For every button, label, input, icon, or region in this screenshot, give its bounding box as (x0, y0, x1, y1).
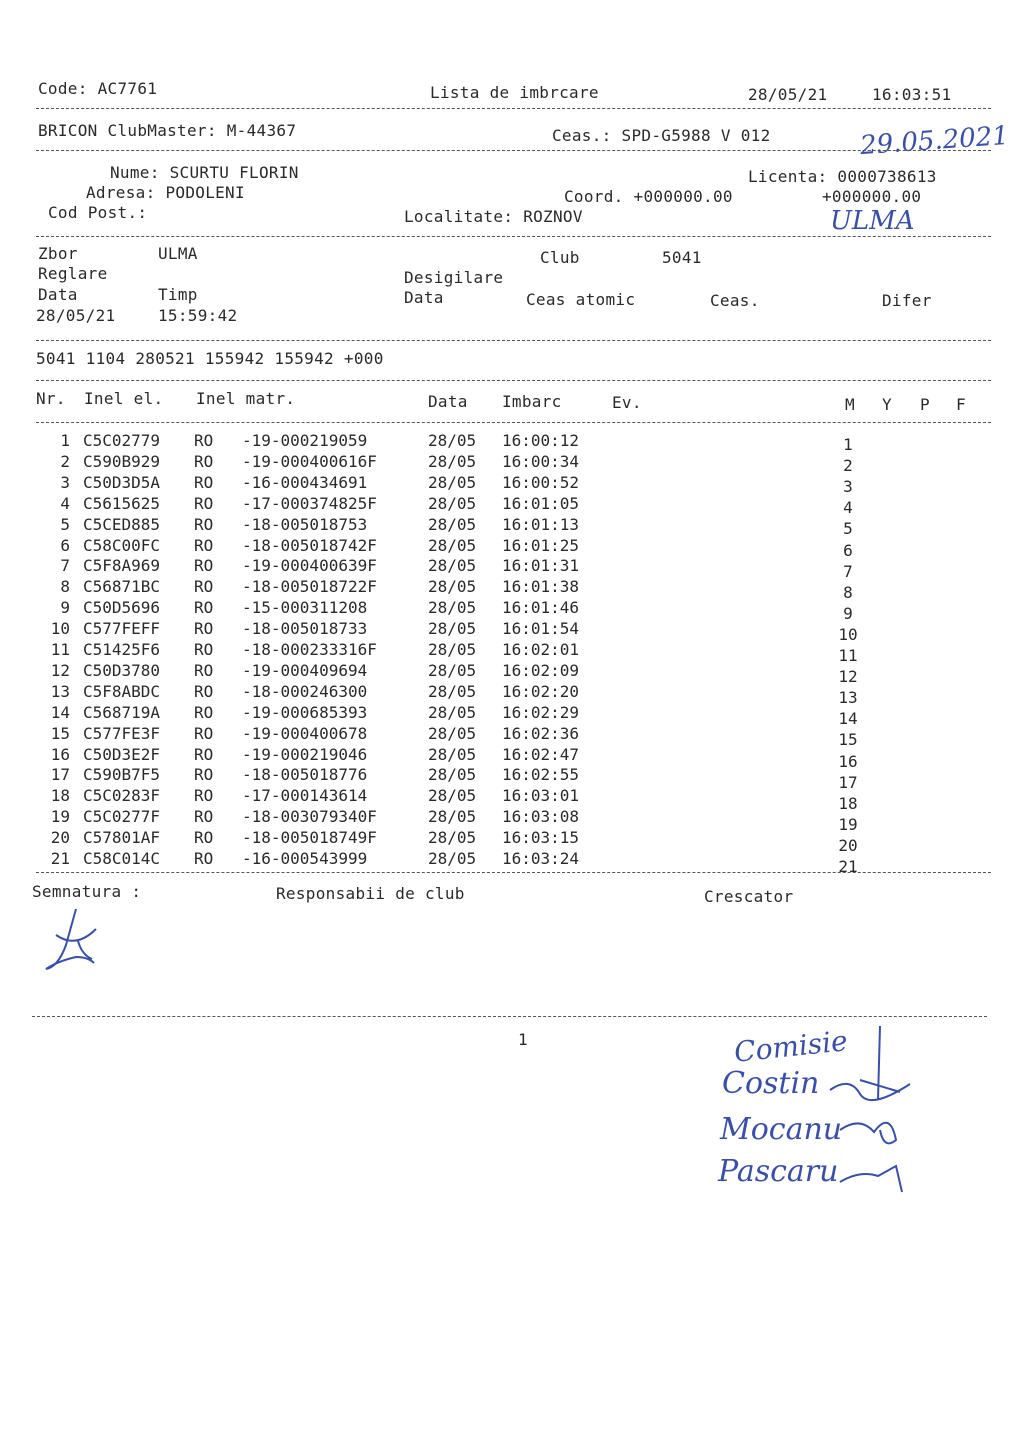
ring-registration: -15-000311208 (242, 598, 368, 618)
clock-time: 16:01:54 (502, 619, 580, 639)
table-row (0, 640, 1024, 665)
position-m: 15 (838, 730, 858, 750)
clock-time: 16:00:52 (502, 472, 580, 492)
ring-country: RO (194, 535, 214, 555)
ring-electronic: C50D5696 (83, 598, 161, 618)
difference-label: Difer (882, 291, 932, 310)
ring-country: RO (194, 514, 214, 534)
ring-registration: -18-005018776 (242, 765, 368, 785)
ring-registration: -18-005018722F (242, 577, 377, 597)
clock-time: 16:02:36 (502, 723, 580, 743)
ring-registration: -18-005018742F (242, 535, 377, 555)
table-row (0, 577, 1024, 602)
row-number: 21 (50, 849, 70, 868)
handwritten-date: 29.05.2021 (859, 120, 1010, 162)
clock-date: 28/05 (428, 472, 477, 492)
position-m: 4 (843, 498, 853, 518)
table-row (0, 514, 1024, 539)
date-label: Data (38, 285, 78, 304)
row-number: 19 (50, 807, 70, 827)
position-m: 10 (838, 624, 858, 644)
col-header-ring-el: Inel el. (84, 389, 164, 408)
row-number: 20 (50, 828, 70, 848)
col-header-p: P (920, 395, 930, 414)
clock-time: 16:02:29 (502, 702, 580, 722)
ring-country: RO (194, 849, 214, 868)
ring-registration: -18-000246300 (242, 681, 368, 701)
clock-time: 16:02:01 (502, 640, 580, 659)
ring-electronic: C50D3E2F (83, 744, 161, 764)
col-header-m: M (845, 395, 855, 414)
clock-date: 28/05 (428, 514, 477, 534)
ring-electronic: C5C0283F (83, 786, 161, 806)
clock-time: 16:02:20 (502, 681, 580, 701)
ring-electronic: C58C00FC (83, 535, 161, 555)
commission-signatures (800, 1020, 930, 1200)
ring-registration: -18-000233316F (242, 640, 377, 659)
commission-member-2: Mocanu (720, 1112, 843, 1147)
col-header-ev: Ev. (612, 393, 642, 412)
position-m: 2 (843, 456, 853, 476)
table-row (0, 786, 1024, 813)
clock-date: 28/05 (428, 702, 477, 722)
clock-date: 28/05 (428, 598, 477, 618)
row-number: 1 (60, 431, 70, 450)
table-row (0, 556, 1024, 581)
row-number: 17 (50, 765, 70, 785)
table-row (0, 744, 1024, 771)
code-line: 5041 1104 280521 155942 155942 +000 (36, 349, 384, 368)
ring-country: RO (194, 619, 214, 639)
table-row (0, 828, 1024, 855)
ring-country: RO (194, 786, 214, 806)
page-number: 1 (518, 1030, 528, 1049)
ring-country: RO (194, 723, 214, 743)
ring-registration: -19-000219059 (242, 431, 368, 450)
ring-electronic: C51425F6 (83, 640, 161, 659)
setting-date: 28/05/21 (36, 306, 116, 325)
col-header-f: F (956, 395, 966, 414)
time-label: Timp (158, 285, 198, 304)
table-row (0, 765, 1024, 792)
ring-registration: -19-000409694 (242, 660, 368, 680)
clock-date: 28/05 (428, 660, 477, 680)
position-m: 16 (838, 751, 858, 771)
postal-code: Cod Post.: (48, 203, 148, 222)
table-row (0, 431, 1024, 454)
clock-time: 16:01:46 (502, 598, 580, 618)
ring-registration: -19-000685393 (242, 702, 368, 722)
clock-time: 16:03:01 (502, 786, 580, 806)
position-m: 11 (838, 646, 858, 665)
ring-registration: -18-003079340F (242, 807, 377, 827)
divider (32, 1016, 987, 1017)
ring-country: RO (194, 598, 214, 618)
row-number: 13 (50, 681, 70, 701)
position-m: 6 (843, 540, 853, 560)
ring-electronic: C5CED885 (83, 514, 161, 534)
clock-date: 28/05 (428, 493, 477, 513)
commission-member-3: Pascaru (718, 1154, 839, 1189)
setting-time: 15:59:42 (158, 306, 238, 325)
ring-electronic: C577FEFF (83, 619, 161, 639)
ring-electronic: C58C014C (83, 849, 161, 868)
breeder-label: Crescator (704, 887, 794, 906)
owner-name: Nume: SCURTU FLORIN (110, 163, 299, 182)
ring-registration: -19-000400678 (242, 723, 368, 743)
row-number: 12 (50, 660, 70, 680)
table-row (0, 807, 1024, 834)
club-value: 5041 (662, 248, 702, 267)
clock-time: 16:03:08 (502, 807, 580, 827)
divider (36, 422, 991, 423)
ring-country: RO (194, 451, 214, 471)
row-number: 2 (60, 451, 70, 471)
ring-registration: -16-000543999 (242, 849, 368, 868)
clock-date: 28/05 (428, 765, 477, 785)
coordinates-label: Coord. +000000.00 (564, 187, 733, 206)
row-number: 3 (60, 472, 70, 492)
row-number: 4 (60, 493, 70, 513)
divider (36, 340, 991, 341)
ring-electronic: C577FE3F (83, 723, 161, 743)
col-header-y: Y (882, 395, 892, 414)
clock-date: 28/05 (428, 849, 477, 868)
clock-date: 28/05 (428, 577, 477, 597)
ring-country: RO (194, 556, 214, 576)
owner-address: Adresa: PODOLENI (86, 183, 245, 202)
locality: Localitate: ROZNOV (404, 207, 583, 226)
row-number: 9 (60, 598, 70, 618)
table-row (0, 849, 1024, 876)
col-header-nr: Nr. (36, 389, 66, 408)
table-row (0, 723, 1024, 750)
position-m: 9 (843, 603, 853, 623)
license-number: Licenta: 0000738613 (748, 167, 937, 186)
ring-electronic: C5F8A969 (83, 556, 161, 576)
clock-date: 28/05 (428, 451, 477, 471)
clock-label: Ceas. (710, 291, 760, 310)
ring-country: RO (194, 431, 214, 450)
position-m: 5 (843, 519, 853, 539)
table-row (0, 660, 1024, 687)
position-m: 20 (838, 835, 858, 855)
club-officers-label: Responsabii de club (276, 884, 465, 903)
divider (36, 150, 991, 151)
ring-registration: -17-000374825F (242, 493, 377, 513)
position-m: 7 (843, 561, 853, 581)
row-number: 8 (60, 577, 70, 597)
ring-country: RO (194, 681, 214, 701)
ring-electronic: C5C0277F (83, 807, 161, 827)
ring-electronic: C5C02779 (83, 431, 161, 450)
ring-electronic: C50D3D5A (83, 472, 161, 492)
print-date: 28/05/21 (748, 85, 828, 104)
table-row (0, 681, 1024, 708)
table-row (0, 472, 1024, 497)
clock-time: 16:03:15 (502, 828, 580, 848)
handwritten-place: ULMA (830, 206, 915, 236)
setting-label: Reglare (38, 264, 108, 283)
clock-date: 28/05 (428, 431, 477, 450)
unsealing-label: Desigilare (404, 268, 504, 287)
clock-date: 28/05 (428, 744, 477, 764)
row-number: 14 (50, 702, 70, 722)
signature-scribble (36, 905, 116, 975)
ring-electronic: C57801AF (83, 828, 161, 848)
clock-time: 16:02:55 (502, 765, 580, 785)
col-header-clocking: Imbarc (502, 392, 562, 411)
unseal-date-label: Data (404, 288, 444, 307)
clock-date: 28/05 (428, 828, 477, 848)
table-row (0, 493, 1024, 518)
position-m: 13 (838, 688, 858, 708)
ring-country: RO (194, 765, 214, 785)
ring-registration: -18-005018733 (242, 619, 368, 639)
position-m: 17 (838, 772, 858, 792)
clock-time: 16:01:31 (502, 556, 580, 576)
clock-time: 16:00:12 (502, 431, 580, 450)
table-row (0, 535, 1024, 560)
ring-registration: -16-000434691 (242, 472, 368, 492)
ring-country: RO (194, 660, 214, 680)
document-title: Lista de imbrcare (430, 83, 599, 102)
clock-time: 16:01:13 (502, 514, 580, 534)
ring-registration: -19-000400616F (242, 451, 377, 471)
ring-electronic: C5F8ABDC (83, 681, 161, 701)
col-header-date: Data (428, 392, 468, 411)
ring-country: RO (194, 493, 214, 513)
clock-time: 16:01:05 (502, 493, 580, 513)
ring-registration: -19-000219046 (242, 744, 368, 764)
position-m: 3 (843, 477, 853, 497)
table-row (0, 598, 1024, 623)
divider (36, 236, 991, 237)
clock-time: 16:01:25 (502, 535, 580, 555)
clock-date: 28/05 (428, 556, 477, 576)
clock-date: 28/05 (428, 619, 477, 639)
ring-country: RO (194, 577, 214, 597)
ring-electronic: C590B7F5 (83, 765, 161, 785)
row-number: 16 (50, 744, 70, 764)
ring-country: RO (194, 472, 214, 492)
col-header-ring-matr: Inel matr. (196, 389, 296, 408)
row-number: 10 (50, 619, 70, 639)
clock-date: 28/05 (428, 807, 477, 827)
clock-date: 28/05 (428, 681, 477, 701)
clock-date: 28/05 (428, 723, 477, 743)
row-number: 6 (60, 535, 70, 555)
ring-country: RO (194, 828, 214, 848)
clock-time: 16:02:47 (502, 744, 580, 764)
row-number: 18 (50, 786, 70, 806)
document-code: Code: AC7761 (38, 79, 158, 98)
clock-id: Ceas.: SPD-G5988 V 012 (552, 126, 771, 145)
signature-label: Semnatura : (32, 882, 142, 901)
ring-country: RO (194, 702, 214, 722)
clock-time: 16:00:34 (502, 451, 580, 471)
print-time: 16:03:51 (872, 85, 952, 104)
ring-electronic: C568719A (83, 702, 161, 722)
table-row (0, 702, 1024, 729)
atomic-clock-label: Ceas atomic (526, 290, 636, 309)
clock-time: 16:03:24 (502, 849, 580, 868)
ring-registration: -17-000143614 (242, 786, 368, 806)
commission-member-1: Costin (722, 1066, 820, 1101)
flight-label: Zbor (38, 244, 78, 263)
position-m: 1 (843, 435, 853, 454)
flight-value: ULMA (158, 244, 198, 263)
row-number: 15 (50, 723, 70, 743)
divider (36, 380, 991, 381)
clock-date: 28/05 (428, 786, 477, 806)
coordinates-value: +000000.00 (822, 187, 922, 206)
row-number: 11 (50, 640, 70, 659)
table-row (0, 451, 1024, 476)
ring-country: RO (194, 744, 214, 764)
clock-time: 16:02:09 (502, 660, 580, 680)
position-m: 21 (838, 857, 858, 876)
ring-country: RO (194, 807, 214, 827)
row-number: 7 (60, 556, 70, 576)
table-row (0, 619, 1024, 644)
ring-electronic: C590B929 (83, 451, 161, 471)
ring-electronic: C56871BC (83, 577, 161, 597)
position-m: 19 (838, 814, 858, 834)
clock-date: 28/05 (428, 535, 477, 555)
ring-registration: -18-005018749F (242, 828, 377, 848)
row-number: 5 (60, 514, 70, 534)
clock-date: 28/05 (428, 640, 477, 659)
ring-registration: -18-005018753 (242, 514, 368, 534)
commission-title: Comisie (732, 1024, 850, 1069)
position-m: 8 (843, 582, 853, 602)
divider (36, 108, 991, 109)
ring-registration: -19-000400639F (242, 556, 377, 576)
clock-time: 16:01:38 (502, 577, 580, 597)
position-m: 14 (838, 709, 858, 729)
divider (36, 872, 991, 873)
ring-country: RO (194, 640, 214, 659)
ring-electronic: C5615625 (83, 493, 161, 513)
ring-electronic: C50D3780 (83, 660, 161, 680)
system-name: BRICON ClubMaster: M-44367 (38, 121, 297, 140)
club-label: Club (540, 248, 580, 267)
position-m: 12 (838, 667, 858, 687)
position-m: 18 (838, 793, 858, 813)
